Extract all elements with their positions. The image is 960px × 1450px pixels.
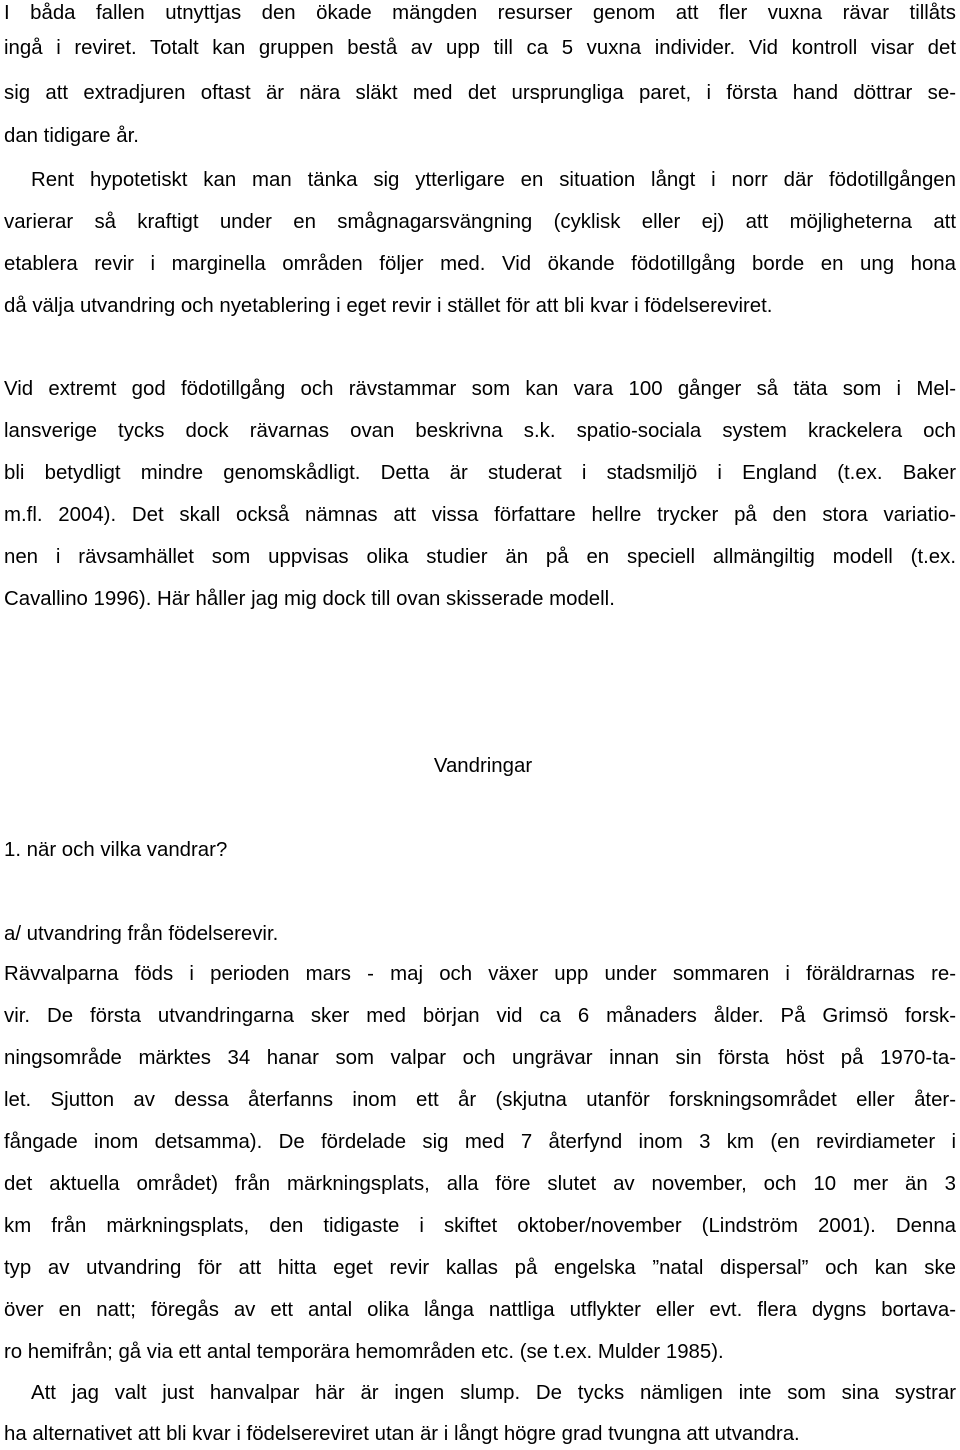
paragraph-4-line-8: typ av utvandring för att hitta eget revir kallas på engelska ”natal dispersal” och kan ske xyxy=(4,1257,956,1279)
paragraph-4-line-9: över en natt; föregås av ett antal olika långa nattliga utflykter eller evt. flera dygns bortava- xyxy=(4,1299,956,1321)
paragraph-4-line-7: km från märkningsplats, den tidigaste i skiftet oktober/november (Lindström 2001). Denna xyxy=(4,1215,956,1237)
paragraph-4-line-1: Rävvalparna föds i perioden mars - maj och växer upp under sommaren i föräldrarnas re- xyxy=(4,963,956,985)
paragraph-2-line-1: Rent hypotetiskt kan man tänka sig ytterligare en situation långt i norr där födotillgången xyxy=(31,169,956,191)
paragraph-3-line-2: lansverige tycks dock rävarnas ovan beskrivna s.k. spatio-sociala system krackelera och xyxy=(4,420,956,442)
paragraph-3-line-3: bli betydligt mindre genomskådligt. Detta är studerat i stadsmiljö i England (t.ex. Baker xyxy=(4,462,956,484)
subheading: 1. när och vilka vandrar? xyxy=(4,839,228,861)
paragraph-1-line-1: I båda fallen utnyttjas den ökade mängden resurser genom att fler vuxna rävar tillåts xyxy=(4,2,956,24)
paragraph-1-line-4: dan tidigare år. xyxy=(4,125,139,147)
paragraph-5-line-1: Att jag valt just hanvalpar här är ingen slump. De tycks nämligen inte som sina systrar xyxy=(31,1382,956,1404)
paragraph-3-line-4: m.fl. 2004). Det skall också nämnas att vissa författare hellre trycker på den stora variatio- xyxy=(4,504,956,526)
paragraph-3-line-5: nen i rävsamhället som uppvisas olika studier än på en speciell allmängiltig modell (t.ex. xyxy=(4,546,956,568)
paragraph-4-line-4: let. Sjutton av dessa återfanns inom ett år (skjutna utanför forskningsområdet eller åter- xyxy=(4,1089,956,1111)
paragraph-4-line-10: ro hemifrån; gå via ett antal temporära hemområden etc. (se t.ex. Mulder 1985). xyxy=(4,1341,724,1363)
paragraph-5-line-2: ha alternativet att bli kvar i födelsereviret utan är i långt högre grad tvungna att utvandra. xyxy=(4,1423,800,1445)
subsubheading: a/ utvandring från födelserevir. xyxy=(4,923,279,945)
paragraph-1-line-2: ingå i reviret. Totalt kan gruppen bestå av upp till ca 5 vuxna individer. Vid kontroll visar det xyxy=(4,37,956,59)
paragraph-3-line-1: Vid extremt god födotillgång och rävstammar som kan vara 100 gånger så täta som i Mel- xyxy=(4,378,956,400)
paragraph-4-line-3: ningsområde märktes 34 hanar som valpar och ungrävar innan sin första höst på 1970-ta- xyxy=(4,1047,956,1069)
paragraph-4-line-2: vir. De första utvandringarna sker med början vid ca 6 månaders ålder. På Grimsö forsk- xyxy=(4,1005,956,1027)
section-heading: Vandringar xyxy=(433,755,533,777)
paragraph-1-line-3: sig att extradjuren oftast är nära släkt med det ursprungliga paret, i första hand döttrar se- xyxy=(4,82,956,104)
paragraph-4-line-6: det aktuella området) från märkningsplats, alla före slutet av november, och 10 mer än 3 xyxy=(4,1173,956,1195)
paragraph-4-line-5: fångade inom detsamma). De fördelade sig med 7 återfynd inom 3 km (en revirdiameter i xyxy=(4,1131,956,1153)
paragraph-2-line-3: etablera revir i marginella områden följer med. Vid ökande födotillgång borde en ung hona xyxy=(4,253,956,275)
paragraph-2-line-2: varierar så kraftigt under en smågnagarsvängning (cyklisk eller ej) att möjligheterna att xyxy=(4,211,956,233)
paragraph-2-line-4: då välja utvandring och nyetablering i eget revir i stället för att bli kvar i födelsereviret. xyxy=(4,295,773,317)
paragraph-3-line-6: Cavallino 1996). Här håller jag mig dock till ovan skisserade modell. xyxy=(4,588,615,610)
